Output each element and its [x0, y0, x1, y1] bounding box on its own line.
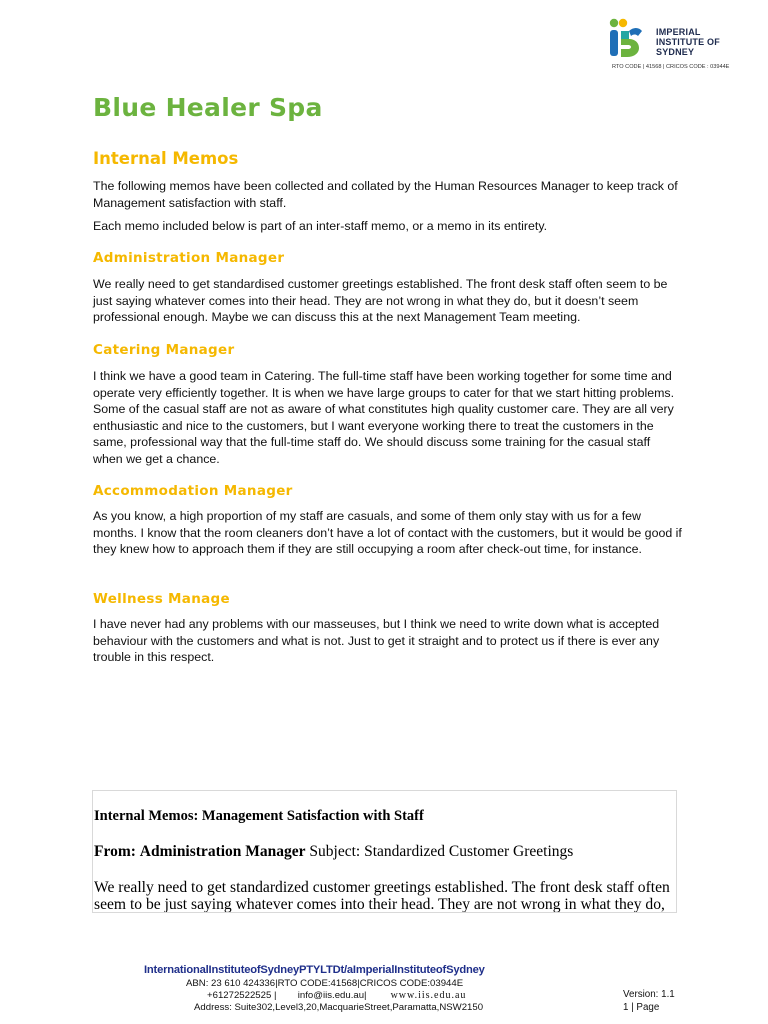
footer-address: Address: Suite302,Level3,20,MacquarieStreet,Paramatta,NSW2150 [194, 1002, 484, 1013]
memo-box-from-value: Administration Manager [139, 843, 306, 860]
memo-heading-catering: Catering Manager [93, 342, 235, 358]
logo-line-3: SYDNEY [656, 47, 695, 57]
footer-contact-line [207, 990, 466, 1001]
footer-email[interactable]: info@iis.edu.au| [297, 990, 367, 1001]
memo-body-administration: We really need to get standardised customer greetings established. The front desk staff often seem to be just saying whatever comes into their head. They are not wrong in what they do, but it doesn’t seem professional enough. Maybe we can discuss this at the next Management Team meeting. [93, 277, 668, 325]
memo-body-accommodation: As you know, a high proportion of my staff are casuals, and some of them only stay with us for a few months. I know that the room cleaners don’t have a lot of contact with the customers, but it would be good if they knew how to approach them if they are still occupying a room after check-out time, for instance. [93, 509, 682, 557]
memo-box-title: Internal Memos: Management Satisfaction with Staff [94, 808, 424, 824]
memo-body-catering: I think we have a good team in Catering. The full-time staff have been working together for some time and operate very efficiently together. It is when we have large groups to cater for that we start hitting problems. Some of the casual staff are not as aware of what constitutes high quality customer care. They are all very enthusiastic and nice to the customers, but I want everyone working there to treat the customers in the same, professional way that the full-time staff do. We should discuss some training for the casual staff when we get a chance. [93, 369, 675, 466]
logo-line-1: IMPERIAL [656, 27, 701, 37]
embedded-memo-box [92, 790, 677, 913]
memo-heading-administration: Administration Manager [93, 250, 285, 266]
institute-logo [607, 17, 747, 77]
document-title: Blue Healer Spa [93, 93, 323, 122]
memo-box-subject: Subject: Standardized Customer Greetings [309, 843, 574, 860]
logo-mark-icon [607, 17, 653, 63]
memo-heading-wellness: Wellness Manage [93, 591, 230, 607]
section-heading: Internal Memos [93, 149, 239, 168]
memo-body-wellness: I have never had any problems with our masseuses, but I think we need to write down what is accepted behaviour with the customers and what is not. Just to get it straight and to protect us if there is ever any trouble in this respect. [93, 617, 660, 665]
footer-phone: +61272522525 | [207, 990, 277, 1001]
memo-box-from-label: From: [94, 843, 136, 860]
logo-line-2: INSTITUTE OF [656, 37, 720, 47]
memo-box-from-line [94, 843, 573, 861]
intro-paragraph-2: Each memo included below is part of an inter-staff memo, or a memo in its entirety. [93, 219, 548, 233]
footer-codes: ABN: 23 610 424336|RTO CODE:41568|CRICOS CODE:03944E [186, 978, 464, 989]
footer-company-name: InternationalInstituteofSydneyPTYLTDt/aImperialInstituteofSydney [144, 964, 485, 976]
footer-version: Version: 1.1 [623, 989, 675, 1000]
logo-codes: RTO CODE | 41568 | CRICOS CODE : 03944E [612, 64, 730, 70]
intro-paragraph-1: The following memos have been collected and collated by the Human Resources Manager to keep track of Management satisfaction with staff. [93, 179, 678, 210]
memo-box-body: We really need to get standardized customer greetings established. The front desk staff often seem to be just saying whatever comes into their head. They are not wrong in what they do, [94, 879, 670, 913]
footer-website[interactable]: www.iis.edu.au [390, 990, 467, 1001]
footer-page-number: 1 | Page [623, 1002, 660, 1013]
memo-heading-accommodation: Accommodation Manager [93, 483, 293, 499]
logo-wordmark [656, 27, 720, 57]
